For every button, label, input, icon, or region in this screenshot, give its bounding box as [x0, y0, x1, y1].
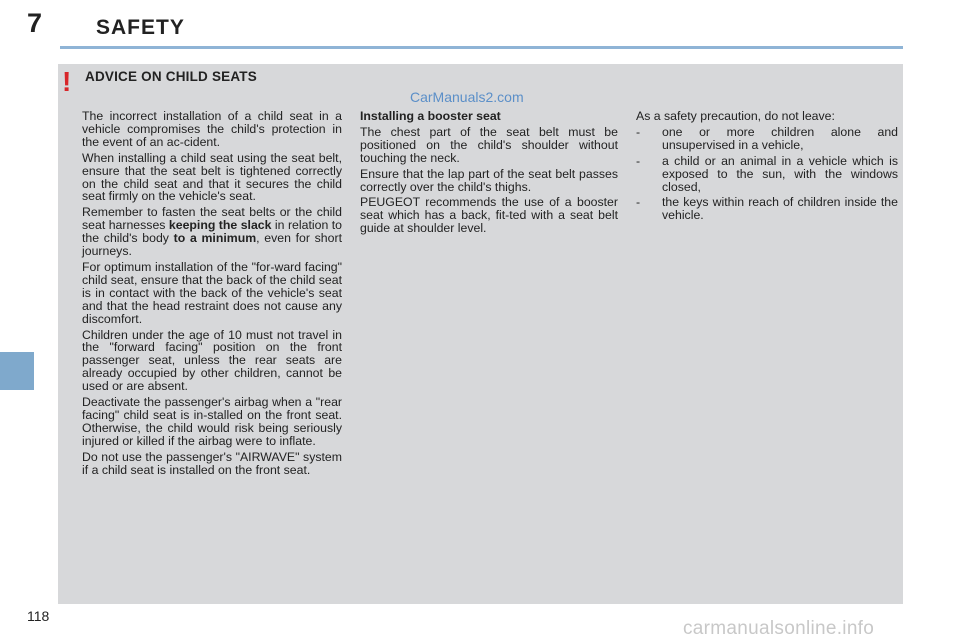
list-item-text: the keys within reach of children inside the vehicle. [662, 195, 898, 223]
paragraph: Ensure that the lap part of the seat belt passes correctly over the child's thighs. [360, 166, 618, 194]
exclamation-icon: ! [62, 66, 72, 97]
list-item-text: a child or an animal in a vehicle which is exposed to the sun, with the windows closed, [662, 153, 898, 194]
dash-bullet: - [636, 153, 641, 168]
column-booster-seat [360, 110, 618, 238]
watermark-link[interactable]: CarManuals2.com [410, 89, 524, 105]
paragraph: The incorrect installation of a child seat in a vehicle compromises the child's protection in the event of an ac-cident. [82, 109, 342, 149]
intro-text: As a safety precaution, do not leave: [636, 109, 835, 123]
column-safety-precaution [636, 110, 898, 225]
footer-watermark[interactable]: carmanualsonline.info [683, 618, 875, 639]
text-run: Remember to fasten the seat belts or the child seat harnesses [82, 205, 342, 233]
paragraph: When installing a child seat using the seat belt, ensure that the seat belt is tightened correctly on the child seat and that it secures the child seat firmly on the vehicle's seat. [82, 150, 342, 204]
section-heading: Installing a booster seat [360, 109, 501, 123]
chapter-side-tab [0, 352, 34, 390]
text-run: , even for short journeys. [82, 231, 342, 259]
list-item [636, 126, 898, 152]
panel-title: ADVICE ON CHILD SEATS [85, 69, 257, 84]
dash-bullet: - [636, 124, 641, 139]
paragraph: Children under the age of 10 must not travel in the "forward facing" position on the front passenger seat, unless the rear seats are already occupied by other children, cannot be used or are absent. [82, 327, 342, 394]
list-item [636, 155, 898, 194]
bold-text: to a minimum [173, 231, 257, 246]
chapter-number: 7 [27, 8, 43, 38]
paragraph: PEUGEOT recommends the use of a booster seat which has a back, fit-ted with a seat belt guide at shoulder level. [360, 195, 618, 236]
page-number: 118 [27, 608, 50, 624]
paragraph: The chest part of the seat belt must be positioned on the child's shoulder without touching the neck. [360, 124, 618, 165]
bold-text: keeping the slack [168, 218, 272, 233]
paragraph: Deactivate the passenger's airbag when a "rear facing" child seat is in-stalled on the front seat. Otherwise, the child would risk being seriously injured or killed if the airbag were to inflate. [82, 395, 342, 448]
list-item-text: one or more children alone and unsupervised in a vehicle, [662, 124, 898, 152]
column-child-seat-advice [82, 110, 342, 479]
list-item [636, 196, 898, 222]
paragraph [82, 206, 342, 258]
chapter-title: SAFETY [96, 16, 185, 39]
text-run: in relation to the child's body [82, 218, 342, 246]
dash-bullet: - [636, 195, 641, 210]
header-divider [60, 46, 903, 49]
paragraph: Do not use the passenger's "AIRWAVE" system if a child seat is installed on the front seat. [82, 449, 342, 477]
paragraph: For optimum installation of the "for-ward facing" child seat, ensure that the back of the child seat is in contact with the back of the vehicle's seat and that the head restraint does not cause any discomfort. [82, 259, 342, 326]
